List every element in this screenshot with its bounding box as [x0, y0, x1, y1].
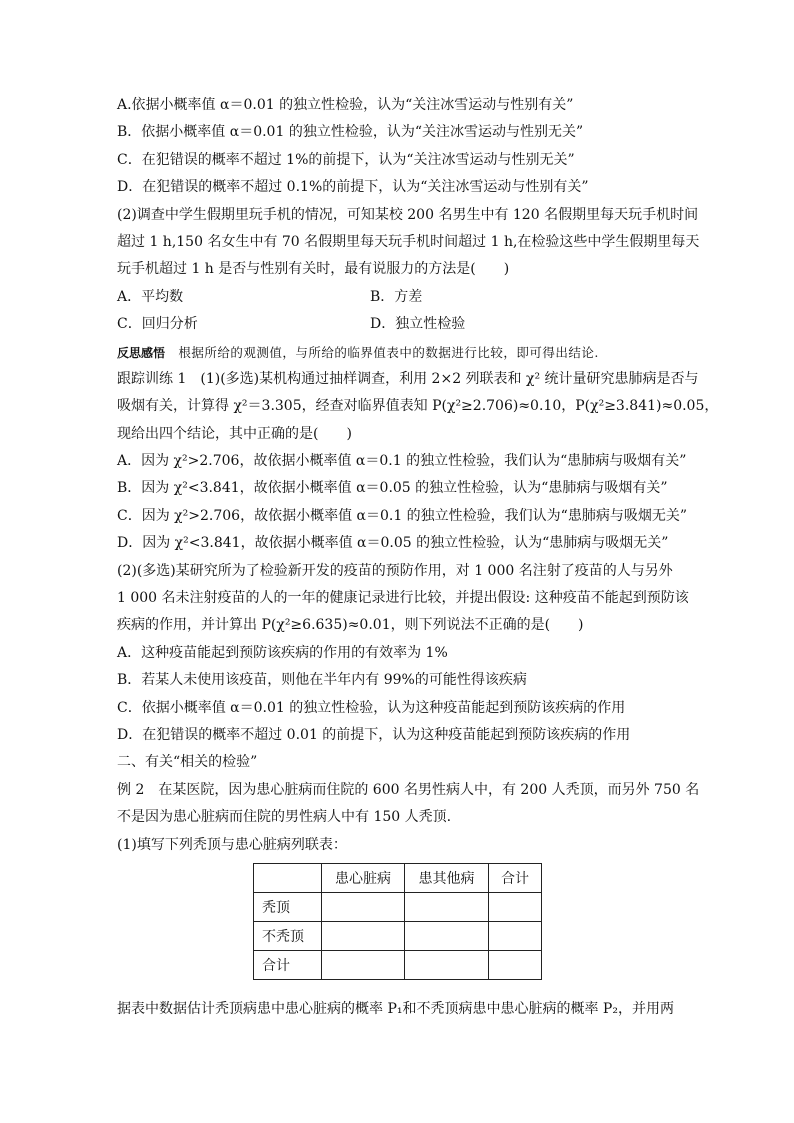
options-row-2 [117, 311, 687, 338]
table-header-row [254, 863, 542, 892]
table-cell [405, 921, 489, 950]
table-cell [489, 921, 542, 950]
practice-2-line-1: (2)(多选)某研究所为了检验新开发的疫苗的预防作用，对 1 000 名注射了疫苗的人与另外 [117, 562, 673, 579]
question-2-line-2: 超过 1 h,150 名女生中有 70 名假期里每天玩手机时间超过 1 h,在检验这些中学生假期里每天 [117, 233, 700, 250]
option-b-q1: B．依据小概率值 α＝0.01 的独立性检验，认为“关注冰雪运动与性别无关” [117, 124, 584, 141]
document-page [117, 92, 719, 1023]
example-2-line-1: 例 2 在某医院，因为患心脏病而住院的 600 名男性病人中，有 200 人秃顶，而另外 750 名 [117, 781, 700, 798]
table-cell [322, 950, 405, 979]
reflection-note [117, 339, 687, 366]
table-cell [322, 892, 405, 921]
table-cell [489, 892, 542, 921]
table-row [254, 892, 542, 921]
table-cell [405, 950, 489, 979]
table-cell [405, 892, 489, 921]
table-cell [322, 921, 405, 950]
practice-1-line-1: 跟踪训练 1 (1)(多选)某机构通过抽样调查，利用 2×2 列联表和 χ² 统计量研究患肺病是否与 [117, 370, 699, 387]
table-header-cell: 合计 [489, 863, 542, 892]
practice-1-option-a: A．因为 χ²>2.706，故依据小概率值 α＝0.1 的独立性检验，我们认为“患肺病与吸烟有关” [117, 453, 687, 470]
contingency-table-wrapper [253, 863, 687, 980]
table-header-cell: 患其他病 [405, 863, 489, 892]
table-header-cell: 患心脏病 [322, 863, 405, 892]
table-row-label: 秃顶 [254, 892, 322, 921]
table-row-label: 不秃顶 [254, 921, 322, 950]
options-row-1 [117, 284, 687, 311]
option-d-q2: D．独立性检验 [370, 316, 466, 333]
section-heading: 二、有关“相关的检验” [117, 754, 258, 771]
option-c-q2: C．回归分析 [117, 316, 198, 333]
practice-1-option-d: D．因为 χ²<3.841，故依据小概率值 α＝0.05 的独立性检验，认为“患肺病与吸烟无关” [117, 535, 669, 552]
practice-1-option-b: B．因为 χ²<3.841，故依据小概率值 α＝0.05 的独立性检验，认为“患肺病与吸烟有关” [117, 480, 668, 497]
practice-2-line-2: 1 000 名未注射疫苗的人的一年的健康记录进行比较，并提出假设: 这种疫苗不能起到预防该 [117, 590, 689, 607]
example-2-line-2: 不是因为患心脏病而住院的男性病人中有 150 人秃顶. [117, 809, 452, 826]
option-c-q1: C．在犯错误的概率不超过 1%的前提下，认为“关注冰雪运动与性别无关” [117, 151, 575, 168]
option-d-q1: D．在犯错误的概率不超过 0.1%的前提下，认为“关注冰雪运动与性别有关” [117, 179, 589, 196]
option-a-q2: A．平均数 [117, 288, 184, 305]
option-b-q2: B．方差 [370, 288, 423, 305]
practice-2-option-b: B．若某人未使用该疫苗，则他在半年内有 99%的可能性得该疾病 [117, 672, 527, 689]
table-row [254, 950, 542, 979]
option-a-q1: A.依据小概率值 α＝0.01 的独立性检验，认为“关注冰雪运动与性别有关” [117, 97, 574, 113]
practice-2-option-c: C．依据小概率值 α＝0.01 的独立性检验，认为这种疫苗能起到预防该疾病的作用 [117, 699, 626, 716]
question-2-line-3: 玩手机超过 1 h 是否与性别有关时，最有说服力的方法是( ) [117, 261, 510, 278]
practice-1-line-2: 吸烟有关，计算得 χ²＝3.305，经查对临界值表知 P(χ²≥2.706)≈0.10，P(χ²≥3.841)≈0.05， [117, 398, 719, 415]
table-row [254, 921, 542, 950]
practice-1-line-3: 现给出四个结论，其中正确的是( ) [117, 425, 352, 442]
contingency-table [253, 863, 542, 980]
table-row-label: 合计 [254, 950, 322, 979]
example-2-instruction: (1)填写下列秃顶与患心脏病列联表： [117, 836, 347, 853]
question-2-line-1: (2)调查中学生假期里玩手机的情况，可知某校 200 名男生中有 120 名假期里每天玩手机时间 [117, 206, 699, 223]
reflection-label: 反思感悟 [117, 345, 166, 360]
practice-2-line-3: 疾病的作用，并计算出 P(χ²≥6.635)≈0.01，则下列说法不正确的是( ) [117, 617, 584, 634]
practice-2-option-a: A．这种疫苗能起到预防该疾病的作用的有效率为 1% [117, 644, 448, 661]
table-cell [489, 950, 542, 979]
reflection-text: 根据所给的观测值，与所给的临界值表中的数据进行比较，即可得出结论. [178, 344, 599, 360]
practice-2-option-d: D．在犯错误的概率不超过 0.01 的前提下，认为这种疫苗能起到预防该疾病的作用 [117, 726, 631, 743]
practice-1-option-c: C．因为 χ²>2.706，故依据小概率值 α＝0.1 的独立性检验，我们认为“患肺病与吸烟无关” [117, 507, 687, 524]
example-2-followup: 据表中数据估计秃顶病患中患心脏病的概率 P₁和不秃顶病患中患心脏病的概率 P₂，并用两 [117, 1000, 674, 1017]
table-header-cell [254, 863, 322, 892]
